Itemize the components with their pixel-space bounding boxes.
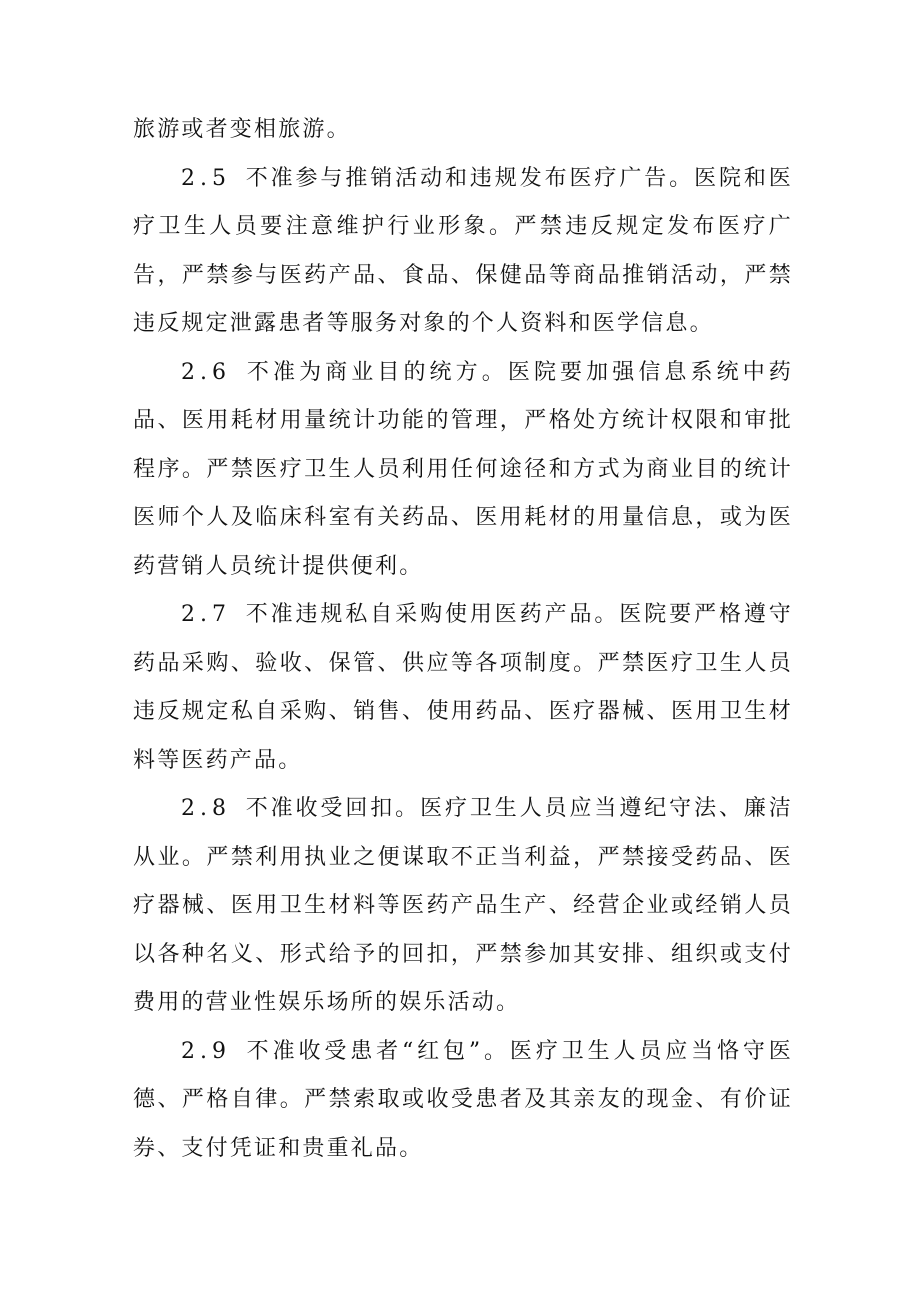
clause-paragraph-2-8 <box>133 785 793 1028</box>
continuation-paragraph: 旅游或者变相旅游。 <box>133 117 351 142</box>
clause-number: 2.8 <box>181 796 231 821</box>
clause-number: 2.5 <box>181 165 231 191</box>
clause-text: 不准参与推销活动和违规发布医疗广告。医院和医疗卫生人员要注意维护行业形象。严禁违反规定发布医疗广告，严禁参与医药产品、食品、保健品等商品推销活动，严禁违反规定泄露患者等服务对象的个人资料和医学信息。 <box>133 165 793 336</box>
clause-paragraph-2-9 <box>133 1028 793 1174</box>
clause-paragraph-2-7 <box>133 591 793 785</box>
clause-number: 2.9 <box>181 1038 231 1064</box>
clause-text: 不准违规私自采购使用医药产品。医院要严格遵守药品采购、验收、保管、供应等各项制度。严禁医疗卫生人员违反规定私自采购、销售、使用药品、医疗器械、医用卫生材料等医药产品。 <box>133 602 793 773</box>
clause-paragraph-2-6 <box>133 349 793 592</box>
clause-paragraph-2-5 <box>133 155 793 349</box>
clause-text: 不准为商业目的统方。医院要加强信息系统中药品、医用耗材用量统计功能的管理，严格处方统计权限和审批程序。严禁医疗卫生人员利用任何途径和方式为商业目的统计医师个人及临床科室有关药品、医用耗材的用量信息，或为医药营销人员统计提供便利。 <box>133 359 793 579</box>
clause-text: 不准收受患者“红包”。医疗卫生人员应当恪守医德、严格自律。严禁索取或收受患者及其亲友的现金、有价证券、支付凭证和贵重礼品。 <box>133 1038 793 1161</box>
clause-number: 2.6 <box>181 359 231 385</box>
clause-text: 不准收受回扣。医疗卫生人员应当遵纪守法、廉洁从业。严禁利用执业之便谋取不正当利益，严禁接受药品、医疗器械、医用卫生材料等医药产品生产、经营企业或经销人员以各种名义、形式给予的回扣，严禁参加其安排、组织或支付费用的营业性娱乐场所的娱乐活动。 <box>133 796 793 1015</box>
document-body <box>133 106 793 1173</box>
clause-number: 2.7 <box>181 602 231 627</box>
